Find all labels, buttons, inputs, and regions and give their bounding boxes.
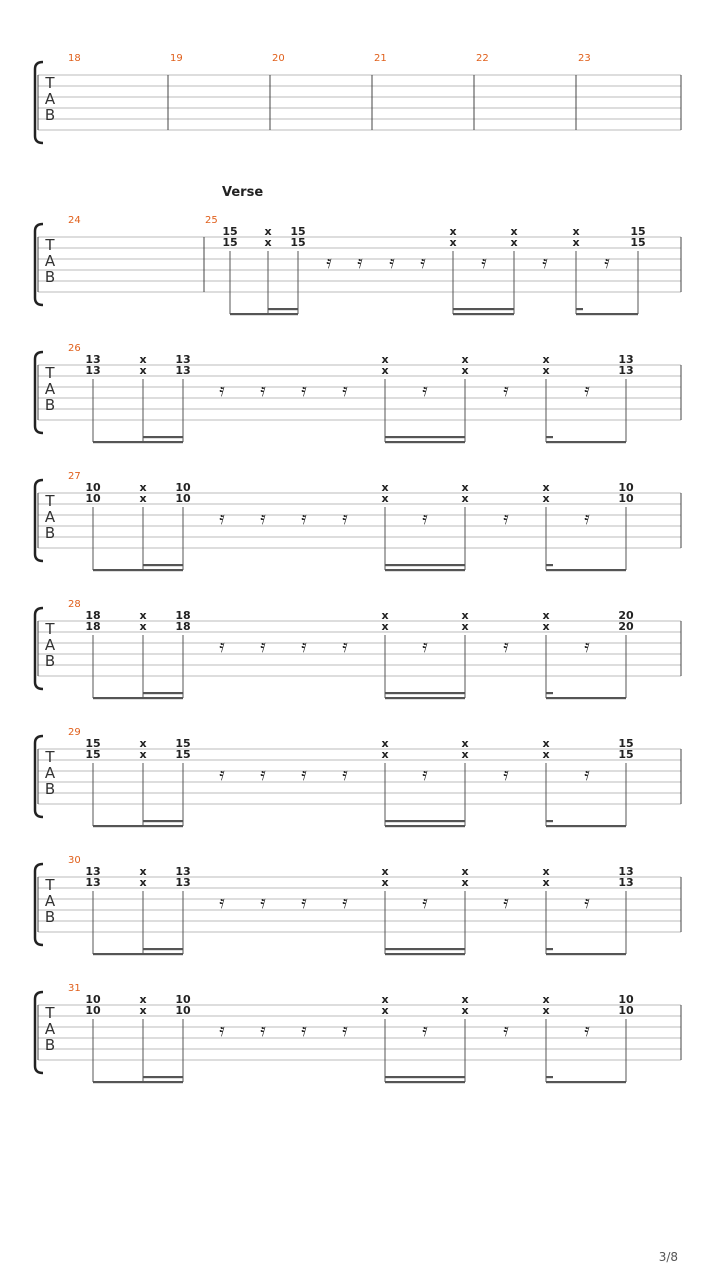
tab-clef-letter: A [44,892,56,910]
sixteenth-rest: 𝄿 [503,1020,509,1041]
measure-number: 18 [68,53,81,64]
sixteenth-rest: 𝄿 [584,1020,590,1041]
dead-note: x [449,236,457,249]
sixteenth-rest: 𝄿 [584,764,590,785]
dead-note: x [542,364,550,377]
sixteenth-rest: 𝄿 [260,508,266,529]
dead-note: x [139,865,147,878]
beam [93,569,183,571]
beam-secondary [385,820,465,822]
beam [385,569,465,571]
beam [385,825,465,827]
beam [453,313,514,315]
dead-note: x [542,737,550,750]
section-marker: Verse [222,185,264,200]
beam-secondary [143,436,183,438]
sixteenth-rest: 𝄿 [301,636,307,657]
fret-number: 10 [618,481,634,494]
fret-number: 13 [85,876,101,889]
tab-clef-letter: A [44,764,56,782]
system-bracket [35,62,43,143]
dead-note: x [510,225,518,238]
tab-clef-letter: T [45,620,55,638]
sixteenth-rest: 𝄿 [326,252,332,273]
tab-clef-letter: B [44,1036,56,1054]
sixteenth-rest: 𝄿 [301,508,307,529]
dead-note: x [139,620,147,633]
dead-note: x [139,481,147,494]
measure-number: 25 [205,215,218,226]
measure-number: 22 [476,53,489,64]
dead-note: x [139,492,147,505]
dead-note: x [461,865,469,878]
dead-note: x [461,364,469,377]
dead-note: x [572,225,580,238]
beam-secondary [268,308,298,310]
beam [546,953,626,955]
dead-note: x [542,876,550,889]
system-bracket [35,352,43,433]
dead-note: x [542,353,550,366]
fret-number: 13 [618,353,634,366]
sixteenth-rest: 𝄿 [342,508,348,529]
beam-secondary [143,820,183,822]
fret-number: 13 [175,364,191,377]
fret-number: 10 [618,492,634,505]
beam [576,313,638,315]
sixteenth-rest: 𝄿 [301,1020,307,1041]
dead-note: x [381,876,389,889]
dead-note: x [542,865,550,878]
dead-note: x [139,876,147,889]
fret-number: 13 [618,865,634,878]
fret-number: 18 [175,609,191,622]
tab-clef-letter: A [44,508,56,526]
dead-note: x [542,481,550,494]
dead-note: x [461,609,469,622]
fret-number: 10 [175,492,191,505]
beam [385,953,465,955]
tab-clef-letter: A [44,1020,56,1038]
fret-number: 10 [85,492,101,505]
tab-clef-letter: A [44,636,56,654]
sixteenth-rest: 𝄿 [342,892,348,913]
fret-number: 15 [630,236,646,249]
dead-note: x [461,353,469,366]
system-bracket [35,736,43,817]
sixteenth-rest: 𝄿 [219,764,225,785]
sixteenth-rest: 𝄿 [422,636,428,657]
fret-number: 15 [85,748,101,761]
dead-note: x [461,737,469,750]
fret-number: 10 [85,481,101,494]
dead-note: x [139,1004,147,1017]
sixteenth-rest: 𝄿 [219,508,225,529]
beam-secondary [385,1076,465,1078]
beam [546,441,626,443]
dead-note: x [542,609,550,622]
dead-note: x [381,353,389,366]
sixteenth-rest: 𝄿 [422,892,428,913]
beam [546,825,626,827]
fret-number: 13 [618,876,634,889]
dead-note: x [510,236,518,249]
fret-number: 13 [85,364,101,377]
beam [546,697,626,699]
sixteenth-rest: 𝄿 [260,892,266,913]
fret-number: 15 [222,236,238,249]
beam-secondary [385,948,465,950]
dead-note: x [381,492,389,505]
fret-number: 15 [290,225,306,238]
tab-clef-letter: B [44,106,56,124]
measure-number: 21 [374,53,387,64]
sixteenth-rest: 𝄿 [342,636,348,657]
sixteenth-rest: 𝄿 [420,252,426,273]
sixteenth-rest: 𝄿 [422,380,428,401]
dead-note: x [461,481,469,494]
dead-note: x [381,865,389,878]
sixteenth-rest: 𝄿 [503,892,509,913]
fret-number: 10 [85,1004,101,1017]
beam [93,1081,183,1083]
fret-number: 15 [290,236,306,249]
beam [546,1081,626,1083]
fret-number: 10 [618,993,634,1006]
sixteenth-rest: 𝄿 [260,1020,266,1041]
sixteenth-rest: 𝄿 [389,252,395,273]
measure-number: 29 [68,727,81,738]
fret-number: 15 [222,225,238,238]
page-number: 3/8 [658,1250,678,1264]
fret-number: 15 [618,748,634,761]
dead-note: x [381,609,389,622]
sixteenth-rest: 𝄿 [481,252,487,273]
tab-clef-letter: A [44,380,56,398]
dead-note: x [461,876,469,889]
sixteenth-rest: 𝄿 [260,636,266,657]
dead-note: x [381,1004,389,1017]
sixteenth-rest: 𝄿 [584,892,590,913]
sixteenth-rest: 𝄿 [584,636,590,657]
tab-clef-letter: T [45,236,55,254]
dead-note: x [139,609,147,622]
system-bracket [35,864,43,945]
dead-note: x [264,225,272,238]
fret-number: 18 [175,620,191,633]
dead-note: x [381,748,389,761]
beam [546,569,626,571]
measure-number: 26 [68,343,81,354]
beam-secondary [143,948,183,950]
system-bracket [35,608,43,689]
beam-stub [576,308,583,310]
beam-stub [546,692,553,694]
fret-number: 13 [85,353,101,366]
measure-number: 27 [68,471,81,482]
tab-clef-letter: B [44,780,56,798]
tab-clef-letter: T [45,492,55,510]
fret-number: 13 [618,364,634,377]
fret-number: 13 [85,865,101,878]
beam-secondary [385,436,465,438]
sixteenth-rest: 𝄿 [301,764,307,785]
fret-number: 20 [618,620,634,633]
sixteenth-rest: 𝄿 [422,1020,428,1041]
dead-note: x [542,620,550,633]
sixteenth-rest: 𝄿 [342,764,348,785]
beam [93,953,183,955]
fret-number: 15 [175,748,191,761]
tab-clef-letter: A [44,90,56,108]
sixteenth-rest: 𝄿 [357,252,363,273]
dead-note: x [139,353,147,366]
dead-note: x [264,236,272,249]
dead-note: x [572,236,580,249]
beam [385,1081,465,1083]
dead-note: x [461,993,469,1006]
dead-note: x [381,620,389,633]
fret-number: 18 [85,620,101,633]
measure-number: 28 [68,599,81,610]
beam [93,441,183,443]
fret-number: 13 [175,353,191,366]
measure-number: 20 [272,53,285,64]
sixteenth-rest: 𝄿 [503,508,509,529]
measure-number: 24 [68,215,81,226]
beam [385,441,465,443]
beam-secondary [385,692,465,694]
dead-note: x [381,737,389,750]
beam-secondary [385,564,465,566]
tab-clef-letter: T [45,1004,55,1022]
tab-clef-letter: T [45,74,55,92]
sixteenth-rest: 𝄿 [219,380,225,401]
sixteenth-rest: 𝄿 [260,380,266,401]
dead-note: x [381,481,389,494]
beam-secondary [143,1076,183,1078]
tab-clef-letter: T [45,748,55,766]
fret-number: 13 [175,876,191,889]
sixteenth-rest: 𝄿 [422,764,428,785]
system-bracket [35,224,43,305]
beam-stub [546,564,553,566]
fret-number: 15 [630,225,646,238]
fret-number: 10 [175,481,191,494]
measure-number: 30 [68,855,81,866]
sixteenth-rest: 𝄿 [301,892,307,913]
dead-note: x [381,364,389,377]
dead-note: x [139,737,147,750]
system-bracket [35,480,43,561]
beam-secondary [143,692,183,694]
tab-clef-letter: B [44,652,56,670]
fret-number: 10 [175,993,191,1006]
fret-number: 10 [175,1004,191,1017]
beam [93,697,183,699]
dead-note: x [139,993,147,1006]
fret-number: 10 [618,1004,634,1017]
sixteenth-rest: 𝄿 [219,892,225,913]
sixteenth-rest: 𝄿 [503,636,509,657]
dead-note: x [542,748,550,761]
sixteenth-rest: 𝄿 [604,252,610,273]
fret-number: 18 [85,609,101,622]
sixteenth-rest: 𝄿 [219,1020,225,1041]
sixteenth-rest: 𝄿 [342,1020,348,1041]
fret-number: 15 [85,737,101,750]
sixteenth-rest: 𝄿 [260,764,266,785]
beam-secondary [453,308,514,310]
tab-clef-letter: B [44,908,56,926]
dead-note: x [461,1004,469,1017]
sixteenth-rest: 𝄿 [422,508,428,529]
dead-note: x [139,364,147,377]
fret-number: 15 [618,737,634,750]
dead-note: x [461,492,469,505]
sixteenth-rest: 𝄿 [342,380,348,401]
beam-stub [546,1076,553,1078]
beam [93,825,183,827]
measure-number: 19 [170,53,183,64]
dead-note: x [139,748,147,761]
measure-number: 23 [578,53,591,64]
tab-clef-letter: B [44,396,56,414]
tab-clef-letter: A [44,252,56,270]
tab-clef-letter: B [44,524,56,542]
sixteenth-rest: 𝄿 [584,508,590,529]
tab-clef-letter: T [45,364,55,382]
sixteenth-rest: 𝄿 [219,636,225,657]
sixteenth-rest: 𝄿 [503,764,509,785]
beam-stub [546,820,553,822]
beam-stub [546,948,553,950]
sixteenth-rest: 𝄿 [301,380,307,401]
dead-note: x [542,993,550,1006]
beam-stub [546,436,553,438]
fret-number: 13 [175,865,191,878]
fret-number: 15 [175,737,191,750]
measure-number: 31 [68,983,81,994]
tab-clef-letter: B [44,268,56,286]
fret-number: 20 [618,609,634,622]
tab-clef-letter: T [45,876,55,894]
dead-note: x [381,993,389,1006]
beam [230,313,298,315]
sixteenth-rest: 𝄿 [584,380,590,401]
dead-note: x [461,748,469,761]
dead-note: x [542,1004,550,1017]
system-bracket [35,992,43,1073]
dead-note: x [449,225,457,238]
fret-number: 10 [85,993,101,1006]
beam-secondary [143,564,183,566]
dead-note: x [542,492,550,505]
sixteenth-rest: 𝄿 [542,252,548,273]
sixteenth-rest: 𝄿 [503,380,509,401]
beam [385,697,465,699]
dead-note: x [461,620,469,633]
